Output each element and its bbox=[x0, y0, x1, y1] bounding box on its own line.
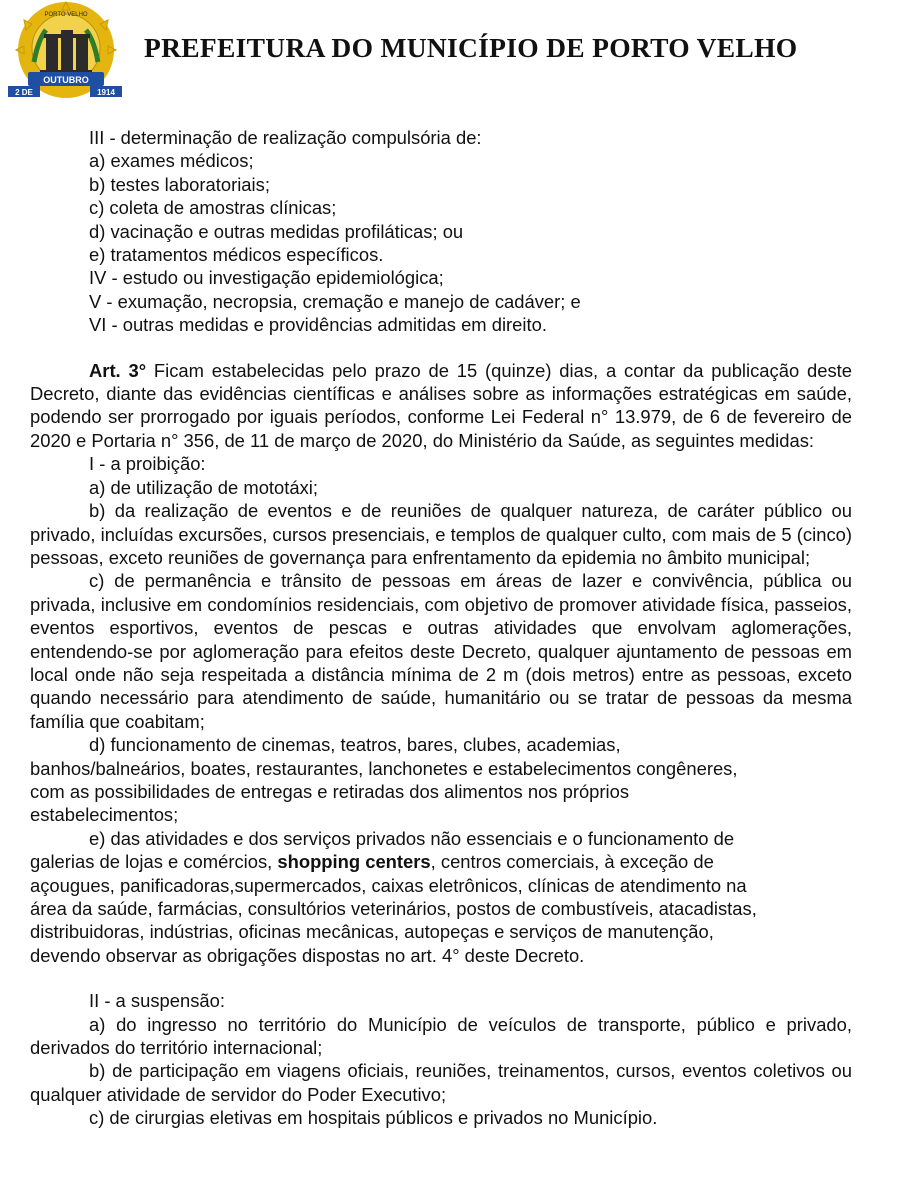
article-label: Art. 3° bbox=[89, 359, 147, 381]
list-item: VI - outras medidas e providências admitidas em direito. bbox=[89, 314, 547, 336]
page-title: PREFEITURA DO MUNICÍPIO DE PORTO VELHO bbox=[144, 32, 798, 63]
item-i-heading: I - a proibição: bbox=[89, 453, 206, 475]
list-iii bbox=[30, 126, 852, 337]
list-item: IV - estudo ou investigação epidemiológica; bbox=[89, 267, 444, 289]
item-ii-c: c) de cirurgias eletivas em hospitais públicos e privados no Município. bbox=[89, 1107, 658, 1129]
item-i-d: d) funcionamento de cinemas, teatros, bares, clubes, academias, banhos/balneários, boates, restaurantes, lanchonetes e estabelecimentos congêneres, com as possibilidades de entregas e retiradas dos alimentos nos próprios estabelecimentos; bbox=[30, 734, 738, 826]
list-item: c) coleta de amostras clínicas; bbox=[89, 197, 337, 219]
article-text: Ficam estabelecidas pelo prazo de 15 (quinze) dias, a contar da publicação deste Decreto, diante das evidências científicas e análises sobre as informações estratégicas em saúde, podendo ser prorrogado por iguais períodos, conforme Lei Federal n° 13.979, de 6 de fevereiro de 2020 e Portaria n° 356, de 11 de março de 2020, do Ministério da Saúde, as seguintes medidas: bbox=[30, 359, 852, 451]
item-ii-heading: II - a suspensão: bbox=[89, 990, 225, 1012]
list-item: e) tratamentos médicos específicos. bbox=[89, 244, 384, 266]
item-i-e: e) das atividades e dos serviços privados não essenciais e o funcionamento de galerias de lojas e comércios, shopping centers, centros comerciais, à exceção de açougues, panificadoras,supermercados, caixas eletrônicos, clínicas de atendimento na área da saúde, farmácias, consultórios veterinários, postos de combustíveis, atacadistas, distribuidoras, indústrias, oficinas mecânicas, autopeças e serviços de manutenção, devendo observar as obrigações dispostas no art. 4° deste Decreto. bbox=[30, 827, 757, 966]
svg-text:OUTUBRO: OUTUBRO bbox=[43, 75, 89, 85]
svg-text:2 DE: 2 DE bbox=[15, 88, 33, 97]
item-ii-a: a) do ingresso no território do Município de veículos de transporte, público e privado, derivados do território internacional; bbox=[30, 1013, 852, 1059]
list-item: d) vacinação e outras medidas profiláticas; ou bbox=[89, 220, 464, 242]
municipal-seal-logo bbox=[4, 0, 126, 106]
shopping-centers-bold: shopping centers bbox=[277, 851, 431, 873]
item-i-a: a) de utilização de mototáxi; bbox=[89, 476, 318, 498]
decree-body bbox=[30, 126, 852, 1130]
item-ii-b: b) de participação em viagens oficiais, reuniões, treinamentos, cursos, eventos coletivos ou qualquer atividade de servidor do Poder Executivo; bbox=[30, 1060, 852, 1105]
svg-text:1914: 1914 bbox=[97, 88, 115, 97]
list-item: V - exumação, necropsia, cremação e manejo de cadáver; e bbox=[89, 290, 581, 312]
item-i-b: b) da realização de eventos e de reuniões de qualquer natureza, de caráter público ou privado, incluídas excursões, cursos presenciais, e templos de qualquer culto, com mais de 5 (cinco) pessoas, exceto reuniões de governança para enfrentamento da epidemia no âmbito municipal; bbox=[30, 500, 852, 568]
list-item: III - determinação de realização compulsória de: bbox=[89, 127, 482, 148]
list-item: b) testes laboratoriais; bbox=[89, 173, 270, 195]
page-header bbox=[0, 0, 900, 110]
svg-text:PORTO VELHO: PORTO VELHO bbox=[44, 12, 88, 18]
item-i-c: c) de permanência e trânsito de pessoas em áreas de lazer e convivência, pública ou privada, inclusive em condomínios residenciais, com objetivo de promover atividade física, passeios, eventos esportivos, eventos de pescas e outras atividades que envolvam aglomerações, entendendo-se por aglomeração para efeitos deste Decreto, qualquer ajuntamento de pessoas em local onde não seja respeitada a distância mínima de 2 m (dois metros) entre as pessoas, exceto quando necessário para atendimento de saúde, humanitário ou se tratar de pessoas da mesma família que coabitam; bbox=[30, 570, 852, 732]
article-3 bbox=[30, 359, 852, 453]
list-item: a) exames médicos; bbox=[89, 150, 254, 172]
